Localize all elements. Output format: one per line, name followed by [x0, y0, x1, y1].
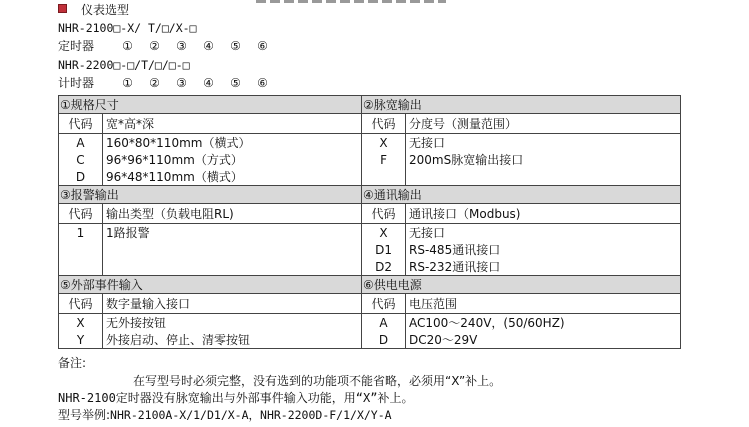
- model2-label: 计时器: [58, 76, 95, 90]
- code-cell: C: [59, 151, 103, 168]
- desc-cell: 1路报警: [103, 224, 362, 242]
- notes-line-1: 在写型号时必须完整，没有选到的功能项不能省略，必须用“X”补上。: [133, 374, 502, 388]
- circled-number: ⑤: [230, 76, 241, 90]
- column-header-code: 代码: [362, 294, 406, 314]
- column-header-desc: 电压范围: [406, 294, 681, 314]
- desc-cell: 96*96*110mm（方式）: [103, 151, 362, 168]
- column-header-code: 代码: [362, 114, 406, 134]
- table-row: [59, 151, 681, 168]
- section-title-row: [59, 186, 681, 204]
- circled-number: ④: [203, 39, 214, 53]
- circled-number: ④: [203, 76, 214, 90]
- section-title: ⑥供电电源: [362, 276, 681, 294]
- column-header-code: 代码: [59, 204, 103, 224]
- desc-cell: 200mS脉宽输出接口: [406, 151, 681, 168]
- bullet-icon: [58, 4, 67, 13]
- desc-cell: 外接启动、停止、清零按钮: [103, 331, 362, 349]
- column-header-desc: 宽*高*深: [103, 114, 362, 134]
- code-cell: F: [362, 151, 406, 168]
- desc-cell: RS-232通讯接口: [406, 258, 681, 276]
- model1-row: [58, 38, 276, 54]
- code-cell: D: [59, 168, 103, 186]
- circled-number: ③: [176, 76, 187, 90]
- column-header-desc: 输出类型（负载电阻RL): [103, 204, 362, 224]
- column-header-desc: 通讯接口（Modbus): [406, 204, 681, 224]
- column-header-row: [59, 294, 681, 314]
- code-cell: [59, 258, 103, 276]
- code-cell: [59, 241, 103, 258]
- section-title: 仪表选型: [81, 3, 130, 17]
- model1-label: 定时器: [58, 39, 95, 53]
- section-title-row: [59, 276, 681, 294]
- circled-number: ②: [149, 76, 160, 90]
- circled-number: ③: [176, 39, 187, 53]
- example-label: 型号举例:: [58, 408, 111, 422]
- table-row: [59, 168, 681, 186]
- column-header-code: 代码: [362, 204, 406, 224]
- circled-number: ②: [149, 39, 160, 53]
- model2-row: [58, 75, 276, 91]
- code-cell: D2: [362, 258, 406, 276]
- table-row: [59, 224, 681, 242]
- section-title: ②脉宽输出: [362, 96, 681, 114]
- code-cell: D: [362, 331, 406, 349]
- code-cell: A: [59, 134, 103, 152]
- code-cell: [362, 168, 406, 186]
- code-cell: A: [362, 314, 406, 332]
- section-heading: [58, 2, 129, 18]
- code-cell: D1: [362, 241, 406, 258]
- table-row: [59, 314, 681, 332]
- desc-cell: 无外接按钮: [103, 314, 362, 332]
- table-row: [59, 134, 681, 152]
- notes-label: 备注:: [58, 356, 87, 370]
- code-cell: X: [362, 224, 406, 242]
- circled-number: ①: [122, 76, 133, 90]
- model1-code: NHR-2100□-X/ T/□/X-□: [58, 21, 197, 35]
- desc-cell: DC20～29V: [406, 331, 681, 349]
- top-decoration: [256, 0, 446, 3]
- column-header-row: [59, 204, 681, 224]
- desc-cell: AC100～240V，(50/60HZ): [406, 314, 681, 332]
- example-text: NHR-2100A-X/1/D1/X-A，NHR-2200D-F/1/X/Y-A: [110, 408, 392, 422]
- selection-table: [58, 95, 681, 349]
- desc-cell: 96*48*110mm（横式）: [103, 168, 362, 186]
- table-row: [59, 258, 681, 276]
- code-cell: 1: [59, 224, 103, 242]
- table-row: [59, 331, 681, 349]
- desc-cell: [406, 168, 681, 186]
- code-cell: X: [362, 134, 406, 152]
- example-line: [58, 406, 392, 423]
- column-header-code: 代码: [59, 294, 103, 314]
- desc-cell: [103, 241, 362, 258]
- desc-cell: RS-485通讯接口: [406, 241, 681, 258]
- section-title: ④通讯输出: [362, 186, 681, 204]
- code-cell: Y: [59, 331, 103, 349]
- desc-cell: 无接口: [406, 134, 681, 152]
- circled-number: ⑤: [230, 39, 241, 53]
- table-row: [59, 241, 681, 258]
- model2-code: NHR-2200□-□/T/□/□-□: [58, 58, 190, 72]
- code-cell: X: [59, 314, 103, 332]
- desc-cell: [103, 258, 362, 276]
- column-header-desc: 数字量输入接口: [103, 294, 362, 314]
- column-header-row: [59, 114, 681, 134]
- circled-number: ①: [122, 39, 133, 53]
- circled-number: ⑥: [257, 39, 268, 53]
- circled-number: ⑥: [257, 76, 268, 90]
- section-title: ③报警输出: [59, 186, 362, 204]
- desc-cell: 无接口: [406, 224, 681, 242]
- column-header-desc: 分度号（测量范围）: [406, 114, 681, 134]
- section-title: ⑤外部事件输入: [59, 276, 362, 294]
- notes-line-2: NHR-2100定时器没有脉宽输出与外部事件输入功能，用“X”补上。: [58, 391, 414, 405]
- section-title: ①规格尺寸: [59, 96, 362, 114]
- desc-cell: 160*80*110mm（横式）: [103, 134, 362, 152]
- section-title-row: [59, 96, 681, 114]
- column-header-code: 代码: [59, 114, 103, 134]
